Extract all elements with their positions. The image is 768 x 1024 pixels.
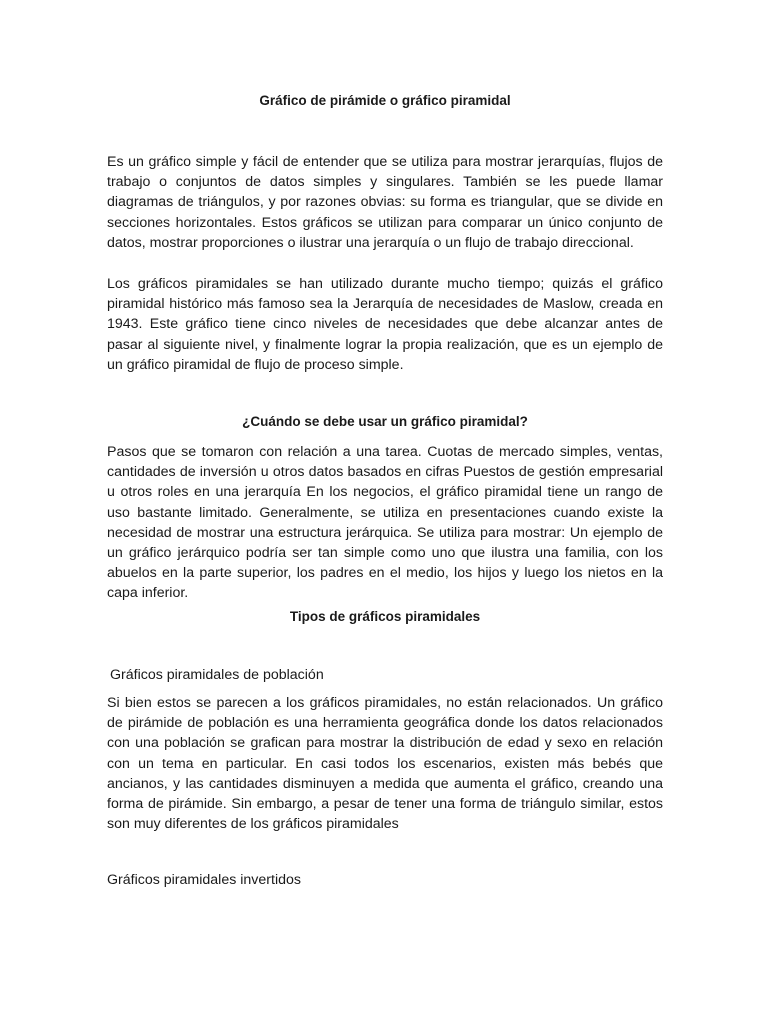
intro-paragraph-1: Es un gráfico simple y fácil de entender que se utiliza para mostrar jerarquías, flujos de trabajo o conjuntos de datos simples y singulares. También se les puede llamar diagramas de triángulos, y por razones obvias: su forma es triangular, que se divide en secciones horizontales. Estos gráficos se utilizan para comparar un único conjunto de datos, mostrar proporciones o ilustrar una jerarquía o un flujo de trabajo direccional. — [107, 154, 663, 251]
intro-paragraph-2: Los gráficos piramidales se han utilizado durante mucho tiempo; quizás el gráfico piramidal histórico más famoso sea la Jerarquía de necesidades de Maslow, creada en 1943. Este gráfico tiene cinco niveles de necesidades que debe alcanzar antes de pasar al siguiente nivel, y finalmente lograr la propia realización, que es un ejemplo de un gráfico piramidal de flujo de proceso simple. — [107, 276, 663, 373]
subsection-inverted-heading: Gráficos piramidales invertidos — [107, 872, 301, 888]
section-when-heading: ¿Cuándo se debe usar un gráfico piramidal? — [242, 414, 528, 429]
subsection-population-heading: Gráficos piramidales de población — [110, 667, 324, 683]
section-types-heading: Tipos de gráficos piramidales — [289, 609, 481, 624]
subsection-population-paragraph: Si bien estos se parecen a los gráficos piramidales, no están relacionados. Un gráfico de pirámide de población es una herramienta geográfica donde los datos relacionados con una población se grafican para mostrar la distribución de edad y sexo en relación con un tema en particular. En casi todos los escenarios, existen más bebés que ancianos, y las cantidades disminuyen a medida que aumenta el gráfico, creando una forma de pirámide. Sin embargo, a pesar de tener una forma de triángulo similar, estos son muy diferentes de los gráficos piramidales — [107, 695, 663, 833]
document-title: Gráfico de pirámide o gráfico piramidal — [259, 93, 511, 108]
section-when-paragraph: Pasos que se tomaron con relación a una tarea. Cuotas de mercado simples, ventas, cantidades de inversión u otros datos basados en cifras Puestos de gestión empresarial u otros roles en una jerarquía En los negocios, el gráfico piramidal tiene un rango de uso bastante limitado. Generalmente, se utiliza en presentaciones cuando existe la necesidad de mostrar una estructura jerárquica. Se utiliza para mostrar: Un ejemplo de un gráfico jerárquico podría ser tan simple como uno que ilustra una familia, con los abuelos en la parte superior, los padres en el medio, los hijos y luego los nietos en la capa inferior. — [107, 444, 663, 602]
